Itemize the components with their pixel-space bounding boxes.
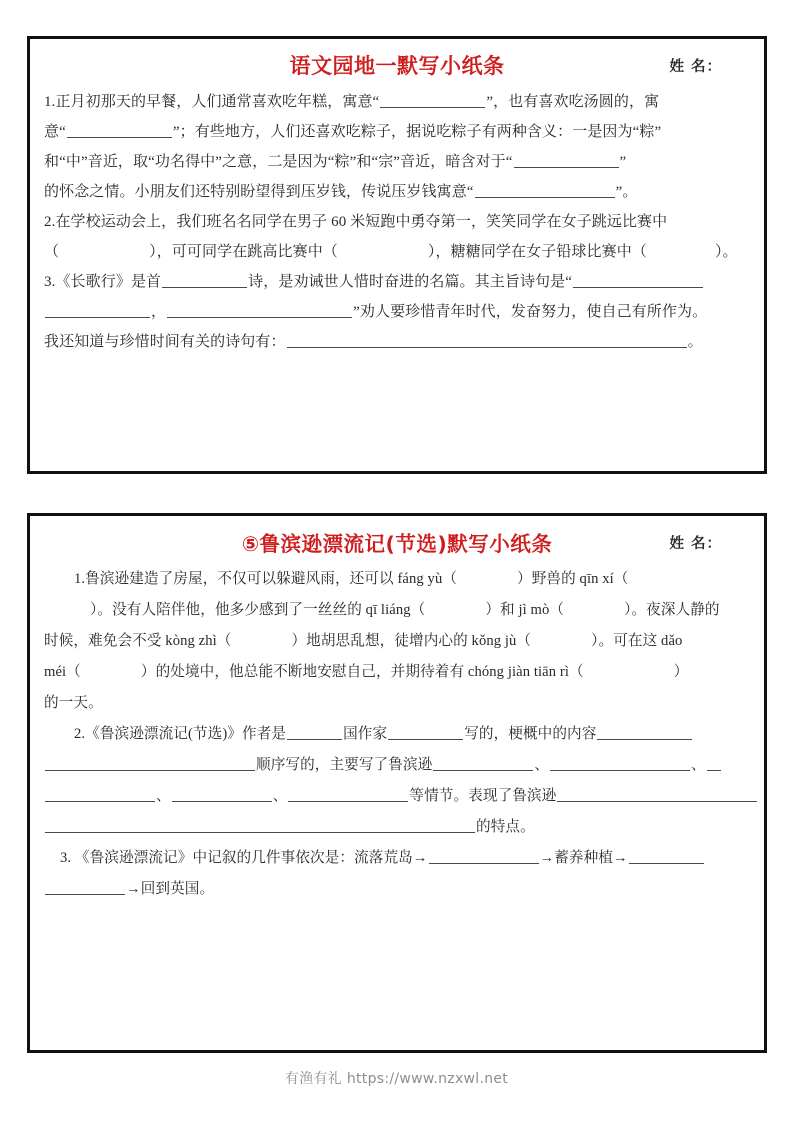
card-2-q1-line-1 — [44, 564, 750, 595]
text-run: （ — [44, 244, 60, 260]
text-run: ）。 — [714, 244, 738, 260]
text-run: 时候，难免会不受 kòng zhì（ — [44, 633, 232, 649]
text-run: ）和 jì mò（ — [485, 602, 565, 618]
answer-blank[interactable] — [45, 755, 255, 771]
card-2-q3-line-2 — [44, 874, 750, 905]
card-1-title-row — [44, 49, 750, 83]
card-2-q1-line-2 — [44, 595, 750, 626]
answer-blank[interactable] — [557, 786, 757, 802]
answer-blank[interactable] — [287, 724, 342, 740]
text-run: 意“ — [44, 124, 66, 140]
card-2-q2-line-2 — [44, 750, 750, 781]
text-run: 等情节。表现了鲁滨逊 — [409, 788, 557, 804]
text-run: ）。没有人陪伴他，他多少感到了一丝丝的 qī liáng（ — [90, 602, 426, 618]
card-1-inner — [30, 39, 764, 365]
text-run: ）野兽的 qīn xí（ — [517, 571, 629, 587]
text-run: 、 — [156, 788, 171, 804]
answer-blank[interactable] — [388, 724, 463, 740]
card-2-name-label: 姓 名： — [669, 536, 722, 552]
footer-watermark: 有渔有礼 https://www.nzxwl.net — [284, 1071, 509, 1087]
answer-blank[interactable] — [67, 122, 172, 138]
answer-blank[interactable] — [45, 786, 155, 802]
text-run: ”劝人要珍惜青年时代，发奋努力，使自己有所作为。 — [353, 304, 708, 320]
text-run: 1.正月初那天的早餐，人们通常喜欢吃年糕，寓意“ — [44, 94, 380, 110]
text-run: 诗，是劝诫世人惜时奋进的名篇。其主旨诗句是“ — [248, 274, 573, 290]
answer-blank[interactable] — [514, 152, 619, 168]
worksheet-card-2 — [27, 513, 767, 1053]
text-run: 3. 《鲁滨逊漂流记》中记叙的几件事依次是：流落荒岛→ — [60, 850, 428, 866]
text-run: ， — [151, 304, 167, 320]
answer-blank[interactable] — [707, 755, 721, 771]
text-run: 、 — [534, 757, 550, 773]
text-run: ”。 — [615, 184, 638, 200]
text-run: ）。夜深人静的 — [624, 602, 720, 618]
card-2-q2-line-4 — [44, 812, 750, 843]
text-run: 1.鲁滨逊建造了房屋，不仅可以躲避风雨，还可以 fáng yù（ — [74, 571, 458, 587]
card-2-inner — [30, 516, 764, 913]
answer-blank[interactable] — [45, 302, 150, 318]
text-run: 和“中”音近，取“功名得中”之意，二是因为“粽”和“宗”音近，暗含对于“ — [44, 154, 513, 170]
card-1-q1-line-1 — [44, 87, 750, 117]
card-2-q1-line-5 — [44, 688, 750, 719]
answer-blank[interactable] — [433, 755, 533, 771]
text-run: 、 — [691, 757, 706, 773]
text-run: 我还知道与珍惜时间有关的诗句有： — [44, 334, 286, 350]
card-1-q3-line-2 — [44, 297, 750, 327]
answer-blank[interactable] — [429, 848, 539, 864]
card-1-q1-line-4 — [44, 177, 750, 207]
card-1-q2-line-2 — [44, 237, 750, 267]
text-run: 的怀念之情。小朋友们还特别盼望得到压岁钱，传说压岁钱寓意“ — [44, 184, 474, 200]
text-run: 2.《鲁滨逊漂流记(节选)》作者是 — [74, 726, 287, 742]
text-run: ） — [673, 664, 689, 680]
answer-blank[interactable] — [167, 302, 352, 318]
card-2-q2-line-1 — [44, 719, 750, 750]
answer-blank[interactable] — [550, 755, 690, 771]
answer-blank[interactable] — [597, 724, 692, 740]
text-run: 的特点。 — [476, 819, 535, 835]
answer-blank[interactable] — [629, 848, 704, 864]
answer-blank[interactable] — [45, 879, 125, 895]
text-run: ”，也有喜欢吃汤圆的，寓 — [486, 94, 660, 110]
card-2-title-row — [44, 526, 750, 560]
text-run: ），可可同学在跳高比赛中（ — [149, 244, 338, 260]
card-1-title: 语文园地一默写小纸条 — [289, 54, 505, 78]
worksheet-card-1 — [27, 36, 767, 474]
card-2-q2-line-3 — [44, 781, 750, 812]
text-run: 写的，梗概中的内容 — [464, 726, 597, 742]
answer-blank[interactable] — [172, 786, 272, 802]
text-run: 2.在学校运动会上，我们班名名同学在男子 60 米短跑中勇夺第一，笑笑同学在女子跳远比赛中 — [44, 214, 668, 230]
card-1-q3-line-3 — [44, 327, 750, 357]
text-run: 、 — [272, 788, 288, 804]
text-run: 顺序写的，主要写了鲁滨逊 — [256, 757, 433, 773]
text-run: ），糖糖同学在女子铅球比赛中（ — [427, 244, 647, 260]
answer-blank[interactable] — [287, 332, 687, 348]
card-2-q1-line-4 — [44, 657, 750, 688]
card-1-q3-line-1 — [44, 267, 750, 297]
answer-blank[interactable] — [45, 817, 475, 833]
text-run: 3.《长歌行》是首 — [44, 274, 162, 290]
text-run: 的一天。 — [44, 695, 103, 711]
text-run: ）的处境中，他总能不断地安慰自己，并期待着有 chóng jiàn tiān rì（ — [140, 664, 584, 680]
card-1-q1-line-3 — [44, 147, 750, 177]
text-run: →蓄养种植→ — [539, 850, 628, 866]
card-1-name-label: 姓 名： — [669, 59, 722, 75]
answer-blank[interactable] — [573, 272, 703, 288]
text-run: 。 — [687, 334, 703, 350]
answer-blank[interactable] — [475, 182, 615, 198]
card-2-q3-line-1 — [44, 843, 750, 874]
card-2-title: ⑤鲁滨逊漂流记(节选)默写小纸条 — [241, 532, 553, 556]
text-run: ” — [619, 154, 627, 170]
answer-blank[interactable] — [162, 272, 247, 288]
text-run: 国作家 — [343, 726, 388, 742]
text-run: →回到英国。 — [126, 881, 215, 897]
card-2-q1-line-3 — [44, 626, 750, 657]
answer-blank[interactable] — [380, 92, 485, 108]
text-run: ）。可在这 dǎo — [591, 633, 683, 649]
text-run: ）地胡思乱想，徒增内心的 kǒng jù（ — [291, 633, 532, 649]
answer-blank[interactable] — [288, 786, 408, 802]
text-run: méi（ — [44, 664, 81, 680]
text-run: ”；有些地方，人们还喜欢吃粽子，据说吃粽子有两种含义：一是因为“粽” — [172, 124, 662, 140]
card-1-q2-line-1 — [44, 207, 750, 237]
card-1-q1-line-2 — [44, 117, 750, 147]
